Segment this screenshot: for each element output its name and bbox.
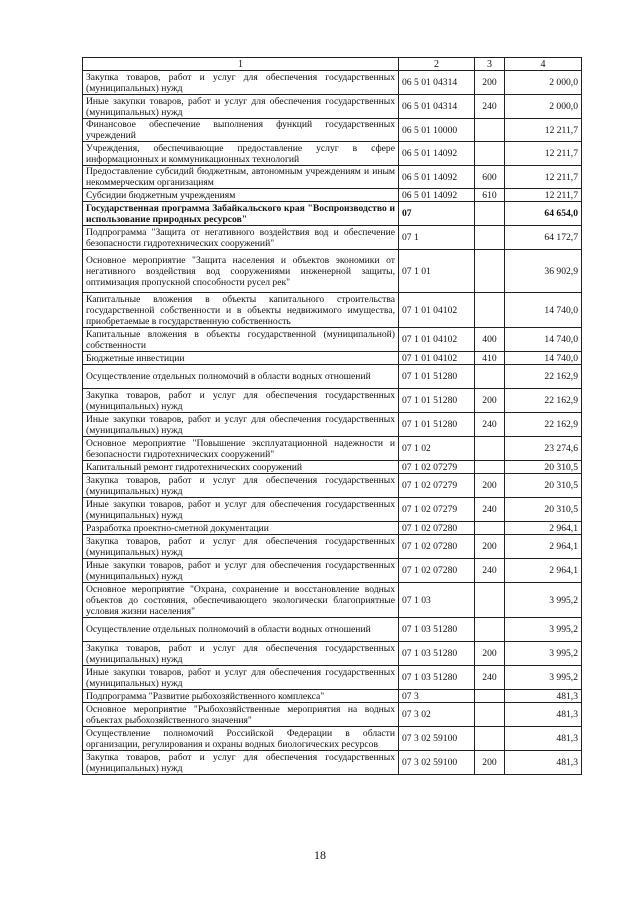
row-code-cell: 07 1 01 04102 (399, 352, 475, 365)
row-code-cell: 06 5 01 14092 (399, 189, 475, 202)
row-name-cell: Основное мероприятие "Рыбохозяйственные мероприятия на водных объектах рыбохозяйственного значения" (83, 703, 399, 727)
table-row (83, 142, 582, 166)
row-code-cell: 07 1 02 07279 (399, 474, 475, 498)
row-type-cell (475, 703, 505, 727)
table-row (83, 498, 582, 522)
row-code-cell: 07 3 02 59100 (399, 751, 475, 775)
table-row (83, 437, 582, 461)
row-code-cell: 07 1 03 51280 (399, 642, 475, 666)
row-code-cell: 07 1 01 (399, 250, 475, 293)
row-code-cell: 06 5 01 14092 (399, 166, 475, 189)
row-name-cell: Капитальные вложения в объекты государственной (муниципальной) собственности (83, 328, 399, 352)
row-name-cell: Закупка товаров, работ и услуг для обеспечения государственных (муниципальных) нужд (83, 71, 399, 95)
table-row (83, 583, 582, 618)
row-type-cell: 400 (475, 328, 505, 352)
table-row (83, 751, 582, 775)
table-row (83, 727, 582, 751)
row-name-cell: Капитальные вложения в объекты капитального строительства государственной собственности и в объекты недвижимого имущества, приобретаемые в государственную собственность (83, 293, 399, 328)
row-code-cell: 06 5 01 14092 (399, 142, 475, 166)
row-amount-cell: 12 211,7 (505, 166, 582, 189)
row-name-cell: Государственная программа Забайкальского края "Воспроизводство и использование природных ресурсов" (83, 202, 399, 226)
row-name-cell: Закупка товаров, работ и услуг для обеспечения государственных (муниципальных) нужд (83, 535, 399, 559)
row-code-cell: 07 1 02 07279 (399, 498, 475, 522)
header-cell-name: 1 (83, 58, 399, 71)
row-code-cell: 06 5 01 04314 (399, 95, 475, 119)
row-type-cell: 200 (475, 71, 505, 95)
row-name-cell: Субсидии бюджетным учреждениям (83, 189, 399, 202)
row-amount-cell: 22 162,9 (505, 365, 582, 389)
table-row (83, 618, 582, 642)
row-amount-cell: 3 995,2 (505, 642, 582, 666)
row-amount-cell: 12 211,7 (505, 189, 582, 202)
row-code-cell: 07 1 01 04102 (399, 328, 475, 352)
row-code-cell: 07 1 03 51280 (399, 618, 475, 642)
row-code-cell: 07 1 03 (399, 583, 475, 618)
row-amount-cell: 22 162,9 (505, 389, 582, 413)
row-name-cell: Осуществление отдельных полномочий в области водных отношений (83, 365, 399, 389)
row-type-cell (475, 142, 505, 166)
row-type-cell (475, 618, 505, 642)
row-name-cell: Осуществление отдельных полномочий в области водных отношений (83, 618, 399, 642)
row-name-cell: Учреждения, обеспечивающие предоставление услуг в сфере информационных и коммуникационных технологий (83, 142, 399, 166)
row-name-cell: Предоставление субсидий бюджетным, автономным учреждениям и иным некоммерческим организациям (83, 166, 399, 189)
row-code-cell: 07 1 (399, 226, 475, 250)
budget-table (82, 57, 582, 775)
row-amount-cell: 14 740,0 (505, 352, 582, 365)
table-row (83, 413, 582, 437)
row-code-cell: 06 5 01 10000 (399, 119, 475, 142)
row-code-cell: 07 1 01 51280 (399, 389, 475, 413)
row-type-cell (475, 727, 505, 751)
header-cell-type: 3 (475, 58, 505, 71)
row-type-cell: 410 (475, 352, 505, 365)
row-code-cell: 07 1 02 07280 (399, 559, 475, 583)
table-row (83, 559, 582, 583)
row-code-cell: 07 3 02 59100 (399, 727, 475, 751)
budget-table-body (83, 58, 582, 775)
table-row (83, 226, 582, 250)
row-amount-cell: 481,3 (505, 727, 582, 751)
row-amount-cell: 3 995,2 (505, 666, 582, 690)
row-amount-cell: 3 995,2 (505, 583, 582, 618)
row-amount-cell: 481,3 (505, 690, 582, 703)
row-name-cell: Иные закупки товаров, работ и услуг для обеспечения государственных (муниципальных) нужд (83, 95, 399, 119)
row-type-cell (475, 461, 505, 474)
row-amount-cell: 20 310,5 (505, 498, 582, 522)
row-amount-cell: 14 740,0 (505, 328, 582, 352)
table-row (83, 352, 582, 365)
row-amount-cell: 2 964,1 (505, 535, 582, 559)
row-code-cell: 07 1 01 04102 (399, 293, 475, 328)
table-row (83, 71, 582, 95)
row-name-cell: Финансовое обеспечение выполнения функций государственных учреждений (83, 119, 399, 142)
row-amount-cell: 2 000,0 (505, 71, 582, 95)
table-row (83, 365, 582, 389)
table-row (83, 202, 582, 226)
row-name-cell: Основное мероприятие "Охрана, сохранение и восстановление водных объектов до состояния, обеспечивающего экологически благоприятные условия жизни населения" (83, 583, 399, 618)
row-code-cell: 07 1 01 51280 (399, 365, 475, 389)
row-name-cell: Иные закупки товаров, работ и услуг для обеспечения государственных (муниципальных) нужд (83, 559, 399, 583)
row-type-cell (475, 522, 505, 535)
row-type-cell: 200 (475, 535, 505, 559)
row-type-cell (475, 250, 505, 293)
row-amount-cell: 23 274,6 (505, 437, 582, 461)
row-type-cell: 240 (475, 559, 505, 583)
row-code-cell: 07 1 02 07280 (399, 535, 475, 559)
table-row (83, 474, 582, 498)
row-name-cell: Основное мероприятие "Защита населения и объектов экономики от негативного воздействия вод сооружениями инженерной защиты, оптимизация пропускной способности русел рек" (83, 250, 399, 293)
table-row (83, 535, 582, 559)
row-amount-cell: 20 310,5 (505, 461, 582, 474)
row-amount-cell: 64 654,0 (505, 202, 582, 226)
row-code-cell: 07 3 (399, 690, 475, 703)
row-type-cell (475, 690, 505, 703)
row-type-cell (475, 365, 505, 389)
page-number: 18 (314, 848, 326, 862)
row-name-cell: Закупка товаров, работ и услуг для обеспечения государственных (муниципальных) нужд (83, 389, 399, 413)
table-row (83, 666, 582, 690)
row-name-cell: Основное мероприятие "Повышение эксплуатационной надежности и безопасности гидротехнических сооружений" (83, 437, 399, 461)
row-type-cell: 200 (475, 642, 505, 666)
row-type-cell (475, 293, 505, 328)
row-type-cell (475, 226, 505, 250)
row-amount-cell: 12 211,7 (505, 142, 582, 166)
row-code-cell: 07 3 02 (399, 703, 475, 727)
table-row (83, 250, 582, 293)
table-row (83, 189, 582, 202)
row-type-cell: 200 (475, 751, 505, 775)
row-type-cell (475, 119, 505, 142)
row-amount-cell: 14 740,0 (505, 293, 582, 328)
table-row (83, 642, 582, 666)
table-row (83, 703, 582, 727)
row-name-cell: Иные закупки товаров, работ и услуг для обеспечения государственных (муниципальных) нужд (83, 666, 399, 690)
row-type-cell: 240 (475, 666, 505, 690)
row-type-cell: 240 (475, 413, 505, 437)
row-name-cell: Бюджетные инвестиции (83, 352, 399, 365)
row-amount-cell: 2 000,0 (505, 95, 582, 119)
row-amount-cell: 3 995,2 (505, 618, 582, 642)
row-code-cell: 07 (399, 202, 475, 226)
row-amount-cell: 2 964,1 (505, 522, 582, 535)
row-type-cell: 240 (475, 498, 505, 522)
row-type-cell (475, 583, 505, 618)
row-code-cell: 07 1 03 51280 (399, 666, 475, 690)
table-row (83, 690, 582, 703)
table-header-row (83, 58, 582, 71)
row-code-cell: 07 1 02 07279 (399, 461, 475, 474)
row-code-cell: 07 1 02 (399, 437, 475, 461)
row-code-cell: 07 1 02 07280 (399, 522, 475, 535)
row-type-cell (475, 437, 505, 461)
row-type-cell (475, 202, 505, 226)
row-code-cell: 07 1 01 51280 (399, 413, 475, 437)
row-amount-cell: 20 310,5 (505, 474, 582, 498)
row-amount-cell: 36 902,9 (505, 250, 582, 293)
row-name-cell: Подпрограмма "Развитие рыбохозяйственного комплекса" (83, 690, 399, 703)
table-row (83, 293, 582, 328)
row-name-cell: Закупка товаров, работ и услуг для обеспечения государственных (муниципальных) нужд (83, 751, 399, 775)
header-cell-amount: 4 (505, 58, 582, 71)
row-type-cell: 610 (475, 189, 505, 202)
row-name-cell: Закупка товаров, работ и услуг для обеспечения государственных (муниципальных) нужд (83, 474, 399, 498)
row-type-cell: 200 (475, 474, 505, 498)
table-row (83, 389, 582, 413)
row-code-cell: 06 5 01 04314 (399, 71, 475, 95)
row-type-cell: 600 (475, 166, 505, 189)
row-amount-cell: 12 211,7 (505, 119, 582, 142)
row-name-cell: Иные закупки товаров, работ и услуг для обеспечения государственных (муниципальных) нужд (83, 498, 399, 522)
row-name-cell: Осуществление полномочий Российской Федерации в области организации, регулирования и охраны водных биологических ресурсов (83, 727, 399, 751)
row-name-cell: Подпрограмма "Защита от негативного воздействия вод и обеспечение безопасности гидротехнических сооружений" (83, 226, 399, 250)
row-name-cell: Капитальный ремонт гидротехнических сооружений (83, 461, 399, 474)
row-name-cell: Закупка товаров, работ и услуг для обеспечения государственных (муниципальных) нужд (83, 642, 399, 666)
row-amount-cell: 481,3 (505, 703, 582, 727)
row-name-cell: Разработка проектно-сметной документации (83, 522, 399, 535)
table-row (83, 522, 582, 535)
row-amount-cell: 2 964,1 (505, 559, 582, 583)
row-name-cell: Иные закупки товаров, работ и услуг для обеспечения государственных (муниципальных) нужд (83, 413, 399, 437)
row-amount-cell: 64 172,7 (505, 226, 582, 250)
row-amount-cell: 481,3 (505, 751, 582, 775)
table-row (83, 461, 582, 474)
row-amount-cell: 22 162,9 (505, 413, 582, 437)
row-type-cell: 200 (475, 389, 505, 413)
table-row (83, 119, 582, 142)
header-cell-code: 2 (399, 58, 475, 71)
row-type-cell: 240 (475, 95, 505, 119)
table-row (83, 328, 582, 352)
table-row (83, 166, 582, 189)
table-row (83, 95, 582, 119)
